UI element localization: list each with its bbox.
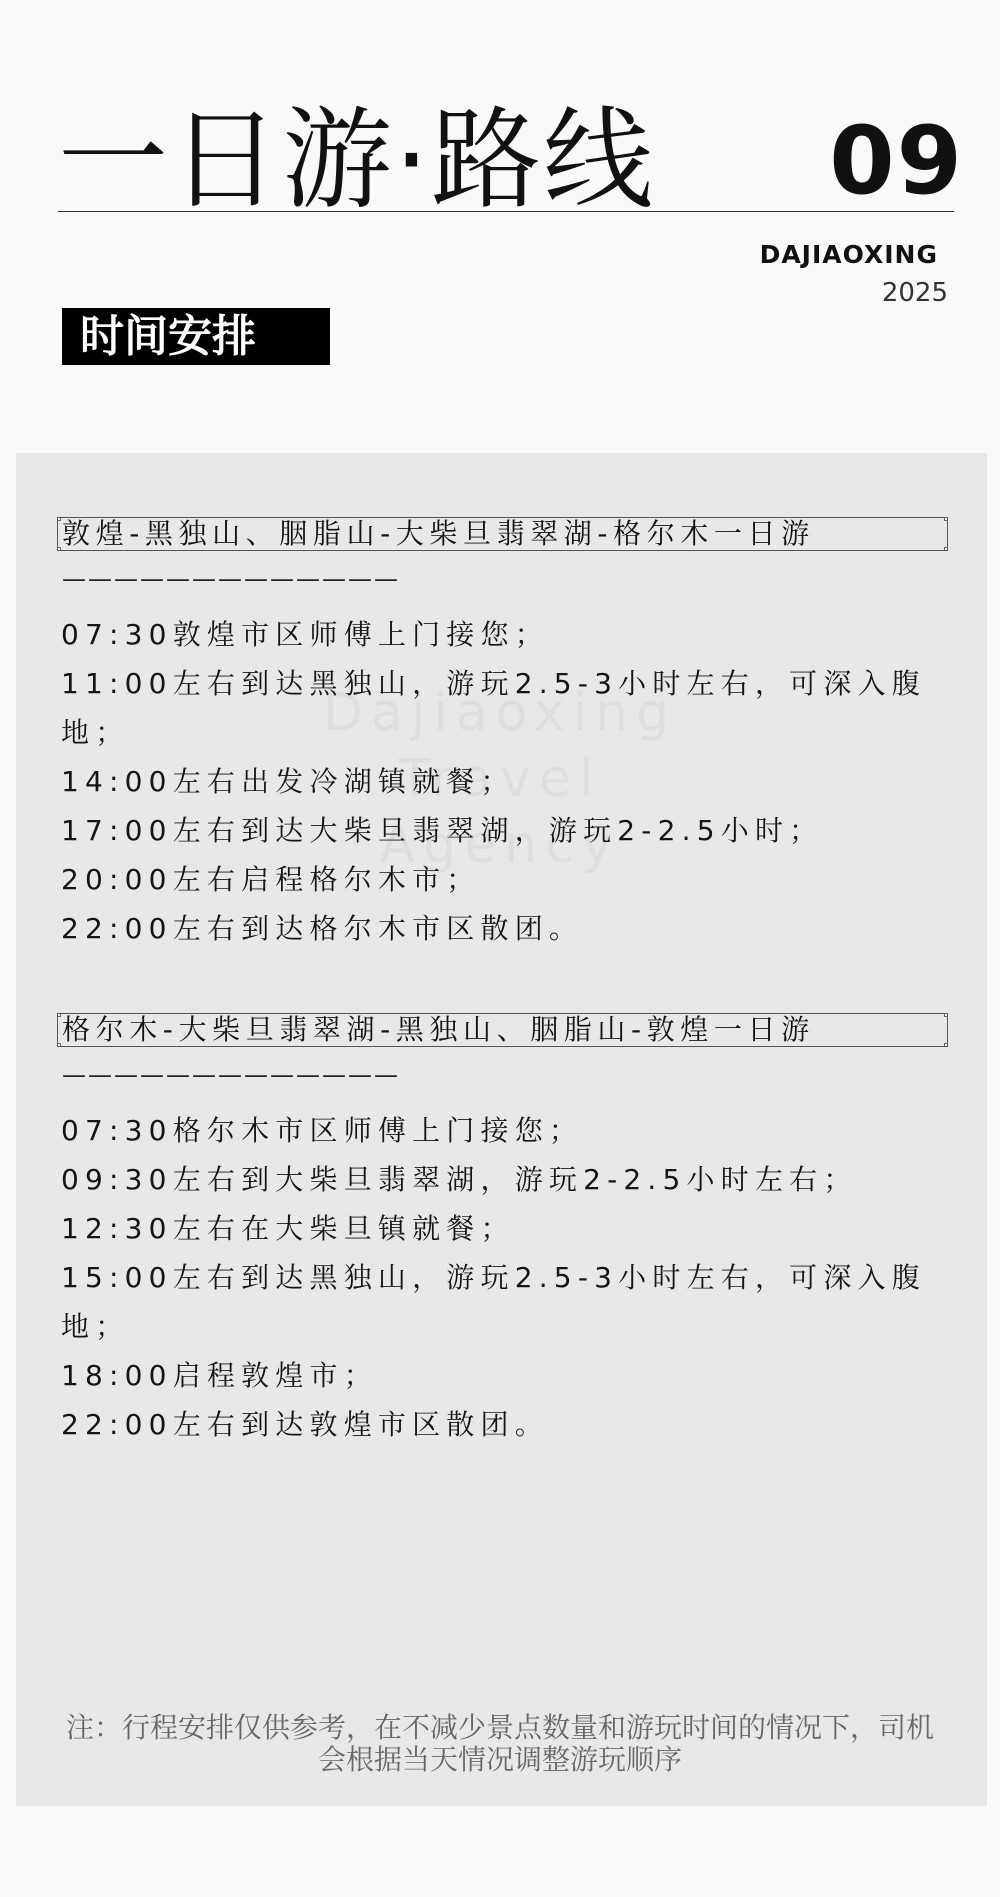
schedule-item: 09:30左右到大柴旦翡翠湖，游玩2-2.5小时左右； <box>61 1163 858 1196</box>
schedule-list-2 <box>61 1106 941 1449</box>
schedule-item: 14:00左右出发冷湖镇就餐； <box>61 765 515 798</box>
section-label: 时间安排 <box>62 308 330 365</box>
route-title-2-text: 格尔木-大柴旦翡翠湖-黑独山、胭脂山-敦煌一日游 <box>62 1013 815 1046</box>
resize-handle-bottom-left[interactable] <box>57 547 61 551</box>
schedule-item: 07:30敦煌市区师傅上门接您； <box>61 618 549 651</box>
schedule-item: 20:00左右启程格尔木市； <box>61 863 481 896</box>
schedule-list-1 <box>61 610 941 953</box>
schedule-item: 12:30左右在大柴旦镇就餐； <box>61 1212 515 1245</box>
year-label: 2025 <box>881 278 948 308</box>
schedule-item: 07:30格尔木市区师傅上门接您； <box>61 1114 584 1147</box>
route-title-1-text: 敦煌-黑独山、胭脂山-大柴旦翡翠湖-格尔木一日游 <box>62 517 815 550</box>
page-number: 09 <box>829 107 964 216</box>
schedule-item: 22:00左右到达格尔木市区散团。 <box>61 912 584 945</box>
brand-name: DAJIAOXING <box>759 240 938 269</box>
title-divider <box>58 211 954 212</box>
schedule-item: 18:00启程敦煌市； <box>61 1359 378 1392</box>
page-title: 一日游·路线 <box>58 96 655 224</box>
route-title-1[interactable] <box>57 517 948 551</box>
schedule-item: 11:00左右到达黑独山，游玩2.5-3小时左右，可深入腹地； <box>61 667 926 749</box>
resize-handle-top-right[interactable] <box>944 517 948 521</box>
schedule-item: 17:00左右到达大柴旦翡翠湖，游玩2-2.5小时； <box>61 814 824 847</box>
resize-handle-bottom-left[interactable] <box>57 1043 61 1047</box>
resize-handle-top-left[interactable] <box>57 1013 61 1017</box>
resize-handle-top-right[interactable] <box>944 1013 948 1017</box>
footnote: 注：行程安排仅供参考，在不减少景点数量和游玩时间的情况下，司机会根据当天情况调整游玩顺序 <box>65 1711 934 1776</box>
route-divider-2: ————————————— <box>62 1061 400 1089</box>
schedule-item: 15:00左右到达黑独山，游玩2.5-3小时左右，可深入腹地； <box>61 1261 926 1343</box>
route-divider-1: ————————————— <box>62 565 400 593</box>
resize-handle-top-left[interactable] <box>57 517 61 521</box>
resize-handle-bottom-right[interactable] <box>944 547 948 551</box>
resize-handle-bottom-right[interactable] <box>944 1043 948 1047</box>
route-title-2[interactable] <box>57 1013 948 1047</box>
schedule-item: 22:00左右到达敦煌市区散团。 <box>61 1408 549 1441</box>
